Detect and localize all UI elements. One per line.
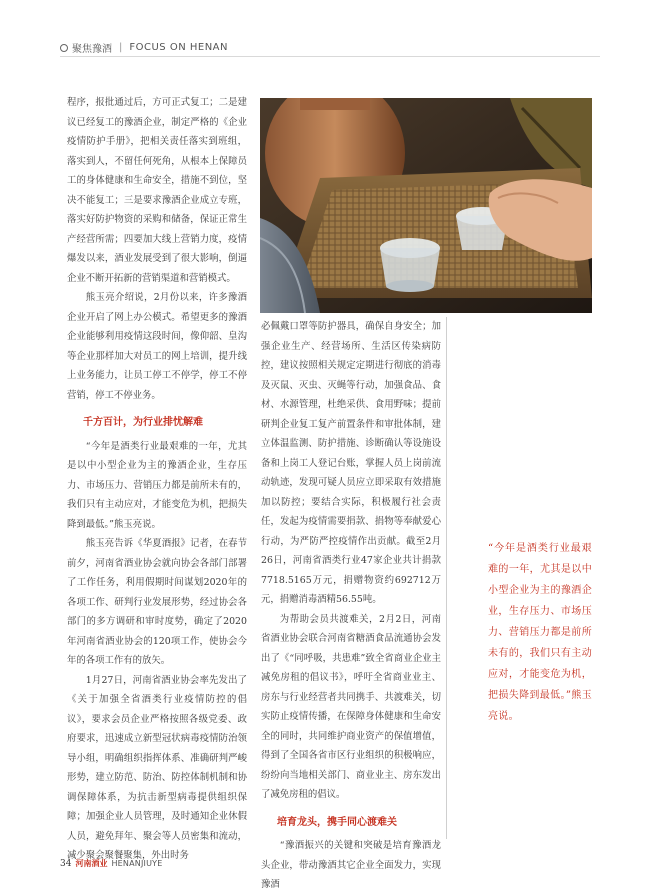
paragraph: 必佩戴口罩等防护器具，确保自身安全；加强企业生产、经营场所、生活区传染病防控，建议按照相关规定定期进行彻底的消毒及灭鼠、灭虫、灭蝇等行动，加强食品、食材、水源管理，杜绝采供、食用野味；提前研判企业复工复产前置条件和审批体制，建立体温监测、防护措施、诊断确认等设施设备和上岗工人登记台账，掌握人员上岗前流动轨迹，发现可疑人员应立即采取有效措施加以防控；要结合实际，积极履行社会责任，发起为疫情需要捐款、捐物等奉献爱心行动，为严防严控疫情作出贡献。截至2月26日，河南省酒类行业47家企业共计捐款7718.5165万元，捐赠物资约692712万元，捐赠消毒酒精56.55吨。: [261, 321, 441, 605]
header-section-cn: 聚焦豫酒: [72, 44, 112, 55]
header-divider: |: [119, 42, 123, 53]
section-heading: 千方百计，为行业排忧解难: [83, 417, 203, 428]
section-heading: 培育龙头，携手同心渡难关: [277, 816, 397, 828]
page-number: 34: [60, 858, 72, 869]
paragraph: “今年是酒类行业最艰难的一年，尤其是以中小型企业为主的豫酒企业，生存压力、市场压力、营销压力都是前所未有的，我们只有主动应对，才能变危为机，把损失降到最低。”熊玉亮说。: [67, 440, 247, 530]
paragraph: 为帮助会员共渡难关，2月2日，河南省酒业协会联合河南省糖酒食品流通协会发出了《“同呼吸，共患难”致全省商业企业主减免房租的倡议书》，呼吁全省商业业主、房东与行业经营者共同携手、共渡难关，切实防止疫情传播，在保障身体健康和生命安全的同时，共同维护商业资产的保值增值，得到了全国各省市区行业组织的积极响应，纷纷向当地相关部门、商业业主、房东发出了减免房租的倡议。: [261, 613, 441, 800]
photo-illustration: [260, 98, 592, 313]
paragraph: 熊玉亮告诉《华夏酒报》记者，在春节前夕，河南省酒业协会就向协会各部门部署了工作任务，利用假期时间谋划2020年的各项工作、研判行业发展形势，经过协会各部门的多方调研和审时度势，确定了2020年河南省酒业协会的120项工作，使协会今年的各项工作有的放矢。: [67, 538, 247, 666]
magazine-name-cn: 河南酒业: [75, 859, 108, 868]
article-column-middle: [261, 317, 441, 895]
paragraph: 1月27日，河南省酒业协会率先发出了《关于加强全省酒类行业疫情防控的倡议》，要求会员企业严格按照各级党委、政府要求，迅速成立新型冠状病毒疫情防治领导小组，明确组织指挥体系、准确研判严峻形势，建立防范、防治、防控体制机制和协调保障体系，为抗击新型病毒提供组织保障；加强企业人员管理，及时通知企业休假人员，避免拜年、聚会等人员密集和流动，减少聚会聚餐聚集，外出时务: [67, 674, 247, 861]
article-column-left: [67, 93, 247, 866]
article-photo-baijiu-glasses: [260, 98, 592, 313]
paragraph: “豫酒振兴的关键和突破是培育豫酒龙头企业，带动豫酒其它企业全面发力，实现豫酒: [261, 840, 441, 890]
paragraph: 熊玉亮介绍说，2月份以来，许多豫酒企业开启了网上办公模式。希望更多的豫酒企业能够利用疫情这段时间，像仰韶、皇沟等企业那样加大对员工的网上培训，提升线上业务能力，让员工停工不停学，停工不停营销，停工不停业务。: [67, 292, 247, 401]
magazine-name-en: HENANJIUYE: [111, 859, 163, 868]
header-section-en: FOCUS ON HENAN: [129, 42, 228, 53]
circle-bullet-icon: [60, 44, 68, 52]
paragraph: 程序，报批通过后，方可正式复工；二是建议已经复工的豫酒企业，制定严格的《企业疫情防护手册》，把相关责任落实到班组，落实到人，不留任何死角，从根本上保障员工的身体健康和生命安全，措施不到位，坚决不能复工；三是要求豫酒企业成立专班，落实好防护物资的采购和储备，保证正常生产经营所需；四要加大线上营销力度，疫情爆发以来，酒业发展受到了很大影响，倒逼企业不断开拓新的营销渠道和营销模式。: [67, 97, 247, 284]
column-divider: [446, 317, 447, 839]
header-rule: [60, 56, 600, 57]
page-footer: [60, 858, 162, 869]
running-header: [60, 40, 228, 55]
pull-quote: “今年是酒类行业最艰难的一年，尤其是以中小型企业为主的豫酒企业，生存压力、市场压力、营销压力都是前所未有的，我们只有主动应对，才能变危为机，把损失降到最低。”熊玉亮说。: [488, 543, 592, 722]
